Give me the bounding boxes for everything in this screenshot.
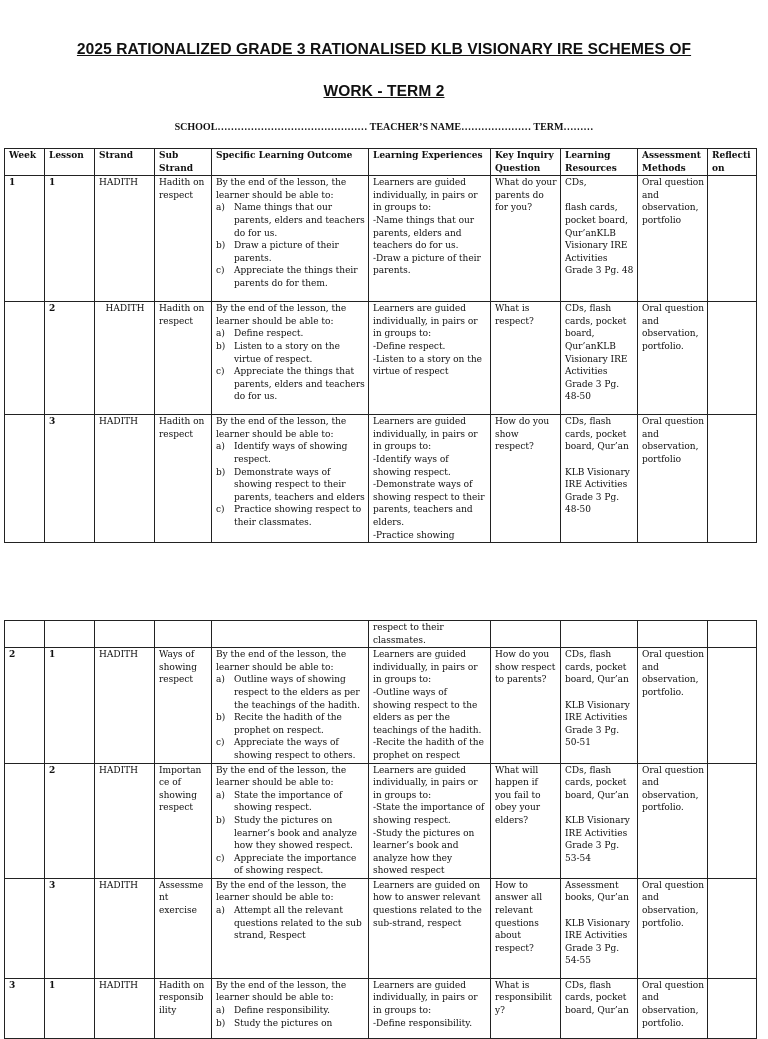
lesson-cell-text: 2 <box>49 304 56 315</box>
outcome-cell <box>212 648 369 763</box>
document-title-line-1: 2025 RATIONALIZED GRADE 3 RATIONALISED KLB VISIONARY IRE SCHEMES OF <box>76 41 692 58</box>
strand-cell-text: HADITH <box>99 650 138 661</box>
strand-cell <box>95 176 155 302</box>
resources-cell-text: Assessment books, Qur’an KLB Visionary IRE Activities Grade 3 Pg. 54-55 <box>565 880 630 967</box>
experiences-cell-text: Learners are guided individually, in pairs or in groups to: -Name things that our parents, elders and teachers do for us. -Draw a picture of their parents. <box>373 178 481 277</box>
outcome-cell <box>212 978 369 1038</box>
lesson-cell <box>45 878 95 978</box>
outcome-item <box>216 240 365 265</box>
outcome-letter: b) <box>216 815 226 826</box>
question-cell-text: What do your parents do for you? <box>495 178 557 214</box>
document-title-line-2: WORK - TERM 2 <box>323 83 445 100</box>
outcome-text: Practice showing respect to their classmates. <box>234 505 362 528</box>
sub-strand-cell-text: Hadith on responsib ility <box>159 980 205 1017</box>
outcome-text: Define responsibility. <box>234 1006 331 1017</box>
resources-cell <box>561 415 638 543</box>
column-header-label: Strand <box>99 151 134 161</box>
lesson-cell <box>45 978 95 1038</box>
column-header <box>5 149 45 176</box>
strand-cell <box>95 878 155 978</box>
outcome-list <box>216 441 365 529</box>
table-row <box>5 763 757 878</box>
outcome-letter: b) <box>216 241 226 252</box>
assessment-cell-text: Oral question and observation, portfolio <box>642 417 704 465</box>
empty-cell <box>561 621 638 648</box>
assessment-cell <box>638 415 708 543</box>
assessment-cell <box>638 763 708 878</box>
column-header-label: Sub Strand <box>159 151 194 174</box>
table-row <box>5 302 757 415</box>
column-header <box>212 149 369 176</box>
assessment-cell-text: Oral question and observation, portfolio <box>642 178 704 226</box>
empty-cell <box>5 621 45 648</box>
empty-cell <box>491 621 561 648</box>
resources-cell-text: CDs, flash cards, pocket board, Qur’an KLB Visionary IRE Activities Grade 3 Pg. 50-51 <box>565 650 630 749</box>
assessment-cell <box>638 302 708 415</box>
resources-cell-text: CDs, flash cards, pocket board, Qur’an KLB Visionary IRE Activities Grade 3 Pg. 53-54 <box>565 765 630 864</box>
outcome-item <box>216 202 365 240</box>
empty-cell <box>95 621 155 648</box>
lesson-cell <box>45 415 95 543</box>
reflection-cell <box>708 978 757 1038</box>
resources-cell-text: CDs, flash cards, pocket board, Qur’anKLB Visionary IRE Activities Grade 3 Pg. 48-50 <box>565 304 628 403</box>
sub-strand-cell <box>155 648 212 763</box>
lesson-cell <box>45 302 95 415</box>
experiences-cell <box>369 878 491 978</box>
resources-cell <box>561 648 638 763</box>
question-cell <box>491 878 561 978</box>
outcome-cell <box>212 763 369 878</box>
scheme-table-page-1 <box>4 148 757 543</box>
column-header <box>638 149 708 176</box>
question-cell <box>491 415 561 543</box>
question-cell-text: What is respect? <box>495 304 534 327</box>
strand-cell-text: HADITH <box>99 880 138 891</box>
outcome-text: State the importance of showing respect. <box>234 790 343 814</box>
question-cell <box>491 176 561 302</box>
outcome-letter: c) <box>216 505 225 516</box>
outcome-cell <box>212 176 369 302</box>
question-cell <box>491 763 561 878</box>
strand-cell <box>95 415 155 543</box>
question-cell-text: How do you show respect to parents? <box>495 650 556 686</box>
outcome-item <box>216 328 365 341</box>
column-header-label: Specific Learning Outcome <box>216 151 353 161</box>
scheme-table-page-2 <box>4 620 757 1039</box>
outcome-item <box>216 441 365 466</box>
outcome-item <box>216 1005 365 1018</box>
outcome-text: Appreciate the importance of showing respect. <box>234 853 357 877</box>
resources-cell <box>561 176 638 302</box>
strand-cell <box>95 302 155 415</box>
assessment-cell-text: Oral question and observation, portfolio. <box>642 880 704 929</box>
outcome-item <box>216 341 365 366</box>
reflection-cell <box>708 415 757 543</box>
sub-strand-cell-text: Hadith on respect <box>159 178 205 201</box>
strand-cell-text: HADITH <box>99 178 138 189</box>
outcome-item <box>216 674 365 712</box>
empty-cell <box>708 621 757 648</box>
outcome-letter: a) <box>216 675 225 686</box>
sub-strand-cell <box>155 978 212 1038</box>
column-header <box>95 149 155 176</box>
assessment-cell <box>638 176 708 302</box>
assessment-cell-text: Oral question and observation, portfolio. <box>642 304 704 352</box>
week-cell <box>5 763 45 878</box>
column-header-label: Lesson <box>49 151 84 161</box>
outcome-text: Define respect. <box>234 329 304 340</box>
question-cell-text: What will happen if you fail to obey your elders? <box>495 765 541 826</box>
empty-cell <box>155 621 212 648</box>
experiences-cell <box>369 302 491 415</box>
strand-cell-text: HADITH <box>99 980 138 991</box>
experiences-cell <box>369 763 491 878</box>
table-row <box>5 978 757 1038</box>
table-row <box>5 415 757 543</box>
outcome-cell <box>212 302 369 415</box>
strand-cell <box>95 648 155 763</box>
outcome-intro: By the end of the lesson, the learner should be able to: <box>216 980 347 1004</box>
outcome-list <box>216 905 365 943</box>
outcome-letter: c) <box>216 266 225 277</box>
outcome-intro: By the end of the lesson, the learner should be able to: <box>216 880 347 904</box>
outcome-letter: b) <box>216 467 226 478</box>
outcome-cell <box>212 415 369 543</box>
outcome-text: Recite the hadith of the prophet on respect. <box>234 713 342 736</box>
week-cell-text: 2 <box>9 650 16 661</box>
column-header <box>45 149 95 176</box>
assessment-cell-text: Oral question and observation, portfolio. <box>642 980 704 1029</box>
resources-cell-text: CDs, flash cards, pocket board, Qur’anKLB Visionary IRE Activities Grade 3 Pg. 48 <box>565 178 634 277</box>
outcome-intro: By the end of the lesson, the learner should be able to: <box>216 178 347 201</box>
column-header-label: Week <box>9 151 37 161</box>
lesson-cell <box>45 763 95 878</box>
outcome-item <box>216 712 365 737</box>
outcome-list <box>216 1005 365 1030</box>
strand-cell <box>95 763 155 878</box>
lesson-cell-text: 2 <box>49 765 56 776</box>
sub-strand-cell <box>155 176 212 302</box>
week-cell <box>5 648 45 763</box>
experiences-cell-text: Learners are guided individually, in pairs or in groups to: -State the importance of showing respect. -Study the pictures on learner’s book and analyze how they showed respect <box>373 765 485 877</box>
outcome-item <box>216 737 365 762</box>
column-header-label: Learning Experiences <box>373 151 483 161</box>
strand-cell <box>95 978 155 1038</box>
outcome-item <box>216 265 365 290</box>
outcome-cell <box>212 878 369 978</box>
outcome-text: Identify ways of showing respect. <box>234 442 348 465</box>
week-cell-text: 1 <box>9 178 16 189</box>
outcome-item <box>216 504 365 529</box>
resources-cell <box>561 978 638 1038</box>
experiences-cell <box>369 176 491 302</box>
outcome-letter: a) <box>216 1006 225 1017</box>
experiences-cell-text: Learners are guided individually, in pairs or in groups to: -Define respect. -Listen to a story on the virtue of respect <box>373 304 482 378</box>
reflection-cell <box>708 763 757 878</box>
empty-cell <box>638 621 708 648</box>
question-cell <box>491 978 561 1038</box>
resources-cell-text: CDs, flash cards, pocket board, Qur’an <box>565 980 629 1017</box>
experiences-cell <box>369 648 491 763</box>
school-teacher-term-line: SCHOOL……………………………………… TEACHER’S NAME………………… TERM……… <box>174 122 594 133</box>
outcome-text: Demonstrate ways of showing respect to their parents, teachers and elders <box>234 467 365 503</box>
week-cell <box>5 978 45 1038</box>
table-row <box>5 648 757 763</box>
outcome-text: Appreciate the things their parents do for them. <box>234 266 358 289</box>
reflection-cell <box>708 648 757 763</box>
sub-strand-cell <box>155 763 212 878</box>
reflection-cell <box>708 176 757 302</box>
lesson-cell <box>45 648 95 763</box>
empty-cell <box>45 621 95 648</box>
outcome-list <box>216 202 365 290</box>
outcome-list <box>216 790 365 878</box>
week-cell <box>5 176 45 302</box>
assessment-cell <box>638 878 708 978</box>
sub-strand-cell-text: Hadith on respect <box>159 304 205 327</box>
strand-cell-text: HADITH <box>105 304 145 315</box>
column-header-label: Reflecti on <box>712 151 751 174</box>
outcome-letter: a) <box>216 906 225 917</box>
outcome-text: Outline ways of showing respect to the elders as per the teachings of the hadith. <box>234 675 360 711</box>
outcome-intro: By the end of the lesson, the learner should be able to: <box>216 650 347 673</box>
outcome-text: Study the pictures on learner’s book and analyze how they showed respect. <box>234 815 357 852</box>
outcome-text: Appreciate the ways of showing respect to others. <box>234 738 356 761</box>
outcome-list <box>216 674 365 762</box>
column-header <box>561 149 638 176</box>
resources-cell-text: CDs, flash cards, pocket board, Qur’an KLB Visionary IRE Activities Grade 3 Pg. 48-50 <box>565 417 630 516</box>
experiences-cell-text: Learners are guided individually, in pairs or in groups to: -Identify ways of showing respect. -Demonstrate ways of showing respect to their parents, teachers and elders. -Practice showing <box>373 417 485 541</box>
sub-strand-cell-text: Ways of showing respect <box>159 650 197 686</box>
outcome-item <box>216 815 365 853</box>
outcome-letter: c) <box>216 853 225 864</box>
resources-cell <box>561 878 638 978</box>
outcome-letter: c) <box>216 738 225 749</box>
outcome-item <box>216 790 365 815</box>
outcome-item <box>216 467 365 505</box>
continuation-cell <box>369 621 491 648</box>
outcome-list <box>216 328 365 404</box>
sub-strand-cell <box>155 415 212 543</box>
lesson-cell-text: 3 <box>49 880 56 891</box>
continuation-cell-text: respect to their classmates. <box>373 623 444 646</box>
outcome-item <box>216 905 365 943</box>
assessment-cell <box>638 978 708 1038</box>
assessment-cell <box>638 648 708 763</box>
week-cell <box>5 302 45 415</box>
sub-strand-cell-text: Hadith on respect <box>159 417 205 440</box>
resources-cell <box>561 763 638 878</box>
experiences-cell <box>369 978 491 1038</box>
outcome-text: Attempt all the relevant questions related to the sub strand, Respect <box>234 906 362 942</box>
experiences-cell <box>369 415 491 543</box>
column-header <box>155 149 212 176</box>
lesson-cell-text: 3 <box>49 417 56 428</box>
sub-strand-cell <box>155 302 212 415</box>
reflection-cell <box>708 302 757 415</box>
question-cell-text: How do you show respect? <box>495 417 550 453</box>
lesson-cell-text: 1 <box>49 178 56 189</box>
question-cell-text: How to answer all relevant questions about respect? <box>495 880 543 954</box>
lesson-cell-text: 1 <box>49 650 56 661</box>
outcome-text: Study the pictures on <box>234 1018 333 1029</box>
outcome-item <box>216 366 365 404</box>
outcome-letter: a) <box>216 790 225 801</box>
outcome-text: Name things that our parents, elders and teachers do for us. <box>234 203 365 239</box>
empty-cell <box>212 621 369 648</box>
outcome-item <box>216 853 365 878</box>
lesson-cell-text: 1 <box>49 980 56 991</box>
outcome-intro: By the end of the lesson, the learner should be able to: <box>216 417 347 440</box>
outcome-letter: b) <box>216 713 226 724</box>
table-row <box>5 878 757 978</box>
outcome-text: Draw a picture of their parents. <box>234 241 339 264</box>
outcome-text: Appreciate the things that parents, elders and teachers do for us. <box>234 367 365 403</box>
sub-strand-cell-text: Importan ce of showing respect <box>159 765 202 814</box>
column-header <box>369 149 491 176</box>
column-header-label: Key Inquiry Question <box>495 151 554 174</box>
week-cell-text: 3 <box>9 980 16 991</box>
outcome-text: Listen to a story on the virtue of respect. <box>234 341 340 365</box>
outcome-letter: a) <box>216 203 225 214</box>
outcome-letter: c) <box>216 367 225 378</box>
column-header <box>491 149 561 176</box>
column-header-label: Learning Resources <box>565 151 617 174</box>
outcome-letter: b) <box>216 1018 226 1029</box>
strand-cell-text: HADITH <box>99 417 138 428</box>
resources-cell <box>561 302 638 415</box>
assessment-cell-text: Oral question and observation, portfolio. <box>642 765 704 814</box>
week-cell <box>5 415 45 543</box>
assessment-cell-text: Oral question and observation, portfolio. <box>642 650 704 698</box>
experiences-cell-text: Learners are guided individually, in pairs or in groups to: -Define responsibility. <box>373 980 478 1029</box>
week-cell <box>5 878 45 978</box>
outcome-letter: a) <box>216 442 225 453</box>
experiences-cell-text: Learners are guided individually, in pairs or in groups to: -Outline ways of showing respect to the elders as per the teachings of the hadith. -Recite the hadith of the prophet on respect <box>373 650 484 761</box>
outcome-letter: b) <box>216 341 226 352</box>
strand-cell-text: HADITH <box>99 765 138 776</box>
lesson-cell <box>45 176 95 302</box>
question-cell <box>491 648 561 763</box>
header-row <box>5 149 757 176</box>
reflection-cell <box>708 878 757 978</box>
outcome-intro: By the end of the lesson, the learner should be able to: <box>216 765 347 789</box>
column-header-label: Assessment Methods <box>642 151 701 174</box>
question-cell <box>491 302 561 415</box>
table-row <box>5 176 757 302</box>
question-cell-text: What is responsibilit y? <box>495 980 552 1017</box>
sub-strand-cell-text: Assessme nt exercise <box>159 880 204 917</box>
sub-strand-cell <box>155 878 212 978</box>
outcome-letter: a) <box>216 329 225 340</box>
experiences-cell-text: Learners are guided on how to answer relevant questions related to the sub-strand, respect <box>373 880 482 929</box>
continuation-row <box>5 621 757 648</box>
outcome-intro: By the end of the lesson, the learner should be able to: <box>216 304 347 327</box>
column-header <box>708 149 757 176</box>
